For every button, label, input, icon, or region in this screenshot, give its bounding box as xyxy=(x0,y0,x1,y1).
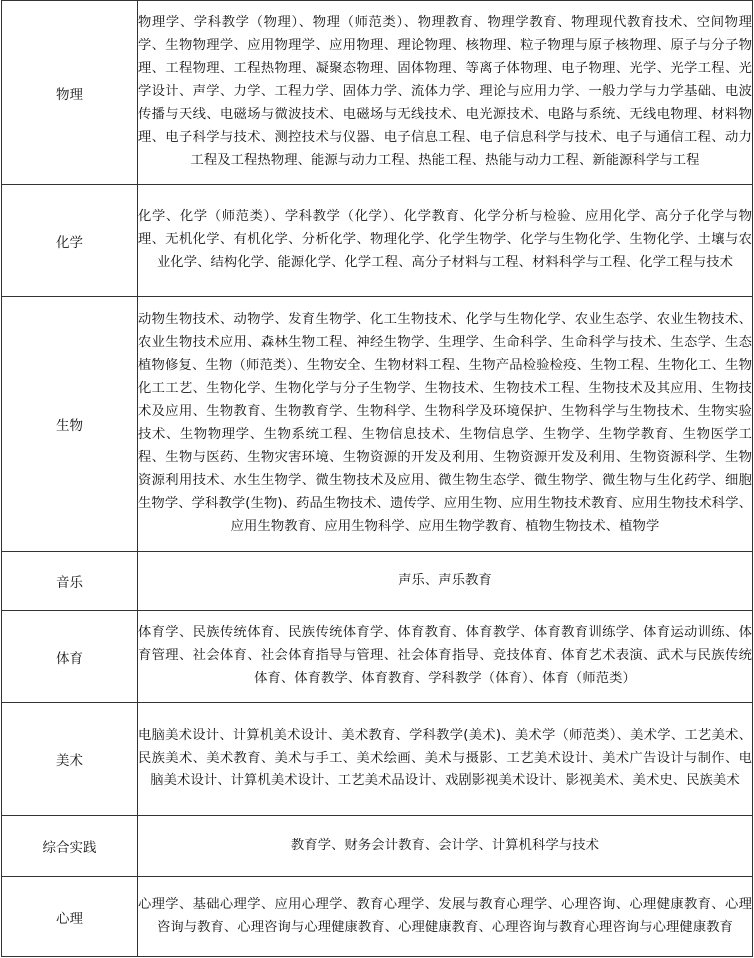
subject-cell: 生物 xyxy=(2,297,138,552)
table-row xyxy=(2,611,753,703)
table-row xyxy=(2,297,753,552)
subject-cell: 心理 xyxy=(2,877,138,957)
majors-cell: 电脑美术设计、计算机美术设计、美术教育、学科教学(美术)、美术学（师范类）、美术学、工艺美术、民族美术、美术教育、美术与手工、美术绘画、美术与摄影、工艺美术设计、美术广告设计与制作、电脑美术设计、计算机美术设计、工艺美术品设计、戏剧影视美术设计、影视美术、美术史、民族美术 xyxy=(138,703,753,816)
majors-cell: 体育学、民族传统体育、民族传统体育学、体育教育、体育教学、体育教育训练学、体育运动训练、体育管理、社会体育、社会体育指导与管理、社会体育指导、竞技体育、体育艺术表演、武术与民族传统体育、体育教学、体育教育、学科教学（体育）、体育（师范类） xyxy=(138,611,753,703)
table-row xyxy=(2,552,753,611)
subject-cell: 物理 xyxy=(2,1,138,185)
majors-cell: 心理学、基础心理学、应用心理学、教育心理学、发展与教育心理学、心理咨询、心理健康教育、心理咨询与教育、心理咨询与心理健康教育、心理健康教育、心理咨询与教育心理咨询与心理健康教育 xyxy=(138,877,753,957)
table-row xyxy=(2,185,753,297)
subject-cell: 美术 xyxy=(2,703,138,816)
table-row xyxy=(2,877,753,957)
majors-cell: 声乐、声乐教育 xyxy=(138,552,753,611)
subject-cell: 音乐 xyxy=(2,552,138,611)
majors-cell: 化学、化学（师范类）、学科教学（化学）、化学教育、化学分析与检验、应用化学、高分子化学与物理、无机化学、有机化学、分析化学、物理化学、化学生物学、化学与生物化学、生物化学、土壤与农业化学、结构化学、能源化学、化学工程、高分子材料与工程、材料科学与工程、化学工程与技术 xyxy=(138,185,753,297)
subject-cell: 综合实践 xyxy=(2,816,138,877)
table-row xyxy=(2,1,753,185)
subject-majors-table xyxy=(1,0,753,957)
subject-cell: 体育 xyxy=(2,611,138,703)
majors-cell: 动物生物技术、动物学、发育生物学、化工生物技术、化学与生物化学、农业生态学、农业生物技术、农业生物技术应用、森林生物工程、神经生物学、生理学、生命科学、生命科学与技术、生态学、生态植物修复、生物（师范类）、生物安全、生物材料工程、生物产品检验检疫、生物工程、生物化工、生物化工工艺、生物化学、生物化学与分子生物学、生物技术、生物技术工程、生物技术及其应用、生物技术及应用、生物教育、生物教育学、生物科学、生物科学及环境保护、生物科学与生物技术、生物实验技术、生物物理学、生物系统工程、生物信息技术、生物信息学、生物学、生物学教育、生物医学工程、生物与医药、生物灾害环境、生物资源的开发及利用、生物资源开发及利用、生物资源科学、生物资源利用技术、水生生物学、微生物技术及应用、微生物生态学、微生物学、微生物与生化药学、细胞生物学、学科教学(生物)、药品生物技术、遗传学、应用生物、应用生物技术教育、应用生物技术科学、应用生物教育、应用生物科学、应用生物学教育、植物生物技术、植物学 xyxy=(138,297,753,552)
table-row xyxy=(2,703,753,816)
table-row xyxy=(2,816,753,877)
subject-cell: 化学 xyxy=(2,185,138,297)
majors-cell: 教育学、财务会计教育、会计学、计算机科学与技术 xyxy=(138,816,753,877)
majors-cell: 物理学、学科教学（物理）、物理（师范类）、物理教育、物理学教育、物理现代教育技术、空间物理学、生物物理学、应用物理学、应用物理、理论物理、核物理、粒子物理与原子核物理、原子与分子物理、工程物理、工程热物理、凝聚态物理、固体物理、等离子体物理、电子物理、光学、光学工程、光学设计、声学、力学、工程力学、固体力学、流体力学、理论与应用力学、一般力学与力学基础、电波传播与天线、电磁场与微波技术、电磁场与无线技术、电光源技术、电路与系统、无线电物理、材料物理、电子科学与技术、测控技术与仪器、电子信息工程、电子信息科学与技术、电子与通信工程、动力工程及工程热物理、能源与动力工程、热能工程、热能与动力工程、新能源科学与工程 xyxy=(138,1,753,185)
